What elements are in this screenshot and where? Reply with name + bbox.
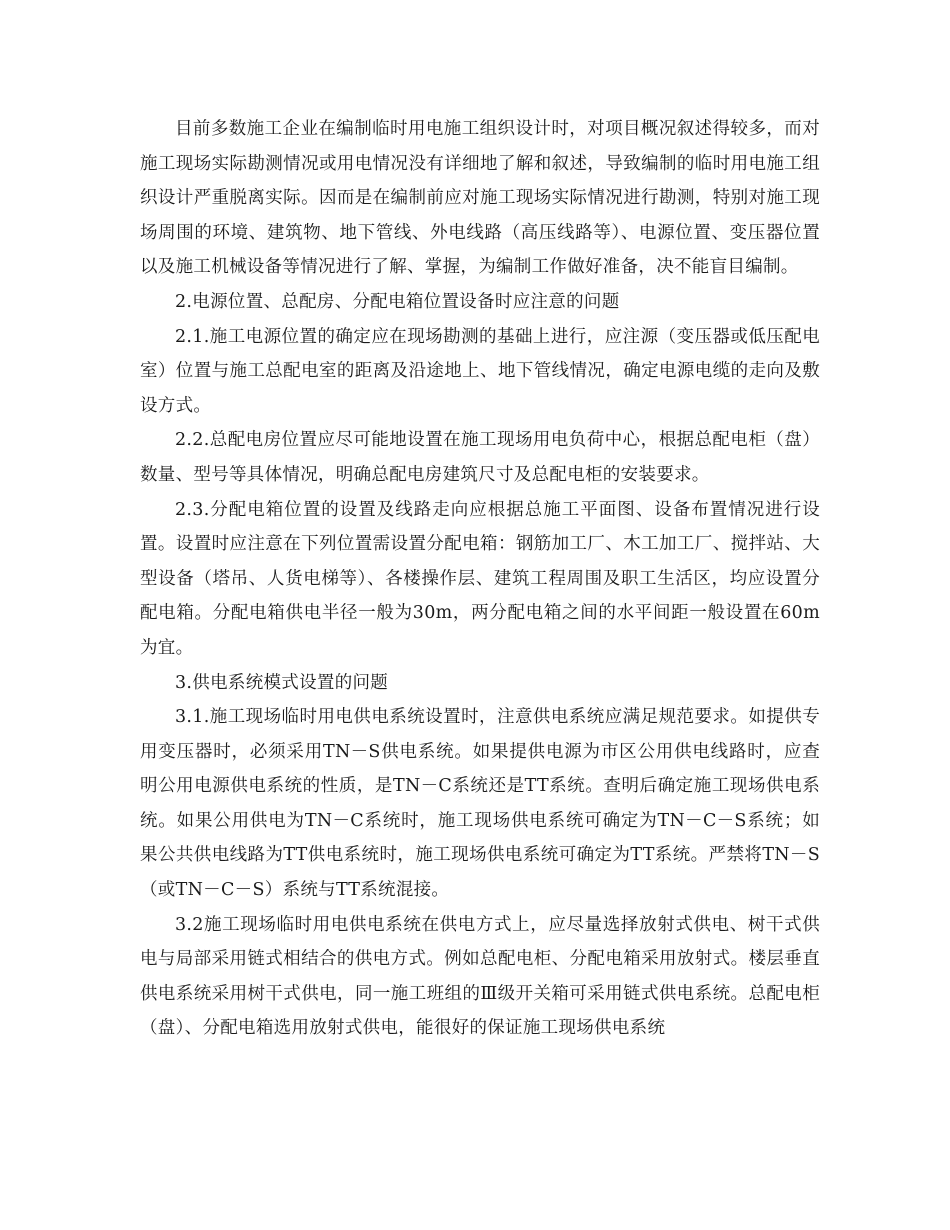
paragraph-2-2: 2.2.总配电房位置应尽可能地设置在施工现场用电负荷中心，根据总配电柜（盘）数量、型号等具体情况，明确总配电房建筑尺寸及总配电柜的安装要求。 bbox=[140, 430, 820, 485]
section-heading-3: 3.供电系统模式设置的问题 bbox=[175, 672, 389, 693]
paragraph-2-1: 2.1.施工电源位置的确定应在现场勘测的基础上进行，应注源（变压器或低压配电室）位置与施工总配电室的距离及沿途地上、地下管线情况，确定电源电缆的走向及敷设方式。 bbox=[140, 326, 820, 416]
paragraph-site-survey: 目前多数施工企业在编制临时用电施工组织设计时，对项目概况叙述得较多，而对施工现场实际勘测情况或用电情况没有详细地了解和叙述，导致编制的临时用电施工组织设计严重脱离实际。因而是在编制前应对施工现场实际情况进行勘测，特别对施工现场周围的环境、建筑物、地下管线、外电线路（高压线路等）、电源位置、变压器位置以及施工机械设备等情况进行了解、掌握，为编制工作做好准备，决不能盲目编制。 bbox=[140, 119, 820, 278]
paragraph-3-1: 3.1.施工现场临时用电供电系统设置时，注意供电系统应满足规范要求。如提供专用变压器时，必须采用TN－S供电系统。如果提供电源为市区公用供电线路时，应查明公用电源供电系统的性质，是TN－C系统还是TT系统。查明后确定施工现场供电系统。如果公用供电为TN－C系统时，施工现场供电系统可确定为TN－C－S系统；如果公共供电线路为TT供电系统时，施工现场供电系统可确定为TT系统。严禁将TN－S（或TN－C－S）系统与TT系统混接。 bbox=[140, 707, 820, 901]
document-body bbox=[140, 112, 820, 1046]
paragraph-2-3: 2.3.分配电箱位置的设置及线路走向应根据总施工平面图、设备布置情况进行设置。设置时应注意在下列位置需设置分配电箱：钢筋加工厂、木工加工厂、搅拌站、大型设备（塔吊、人货电梯等）、各楼操作层、建筑工程周围及职工生活区，均应设置分配电箱。分配电箱供电半径一般为30m，两分配电箱之间的水平间距一般设置在60m为宜。 bbox=[140, 499, 820, 658]
section-heading-2: 2.电源位置、总配房、分配电箱位置设备时应注意的问题 bbox=[175, 291, 620, 312]
paragraph-3-2: 3.2施工现场临时用电供电系统在供电方式上，应尽量选择放射式供电、树干式供电与局部采用链式相结合的供电方式。例如总配电柜、分配电箱采用放射式。楼层垂直供电系统采用树干式供电，同一施工班组的Ⅲ级开关箱可采用链式供电系统。总配电柜（盘）、分配电箱选用放射式供电，能很好的保证施工现场供电系统 bbox=[140, 914, 820, 1039]
